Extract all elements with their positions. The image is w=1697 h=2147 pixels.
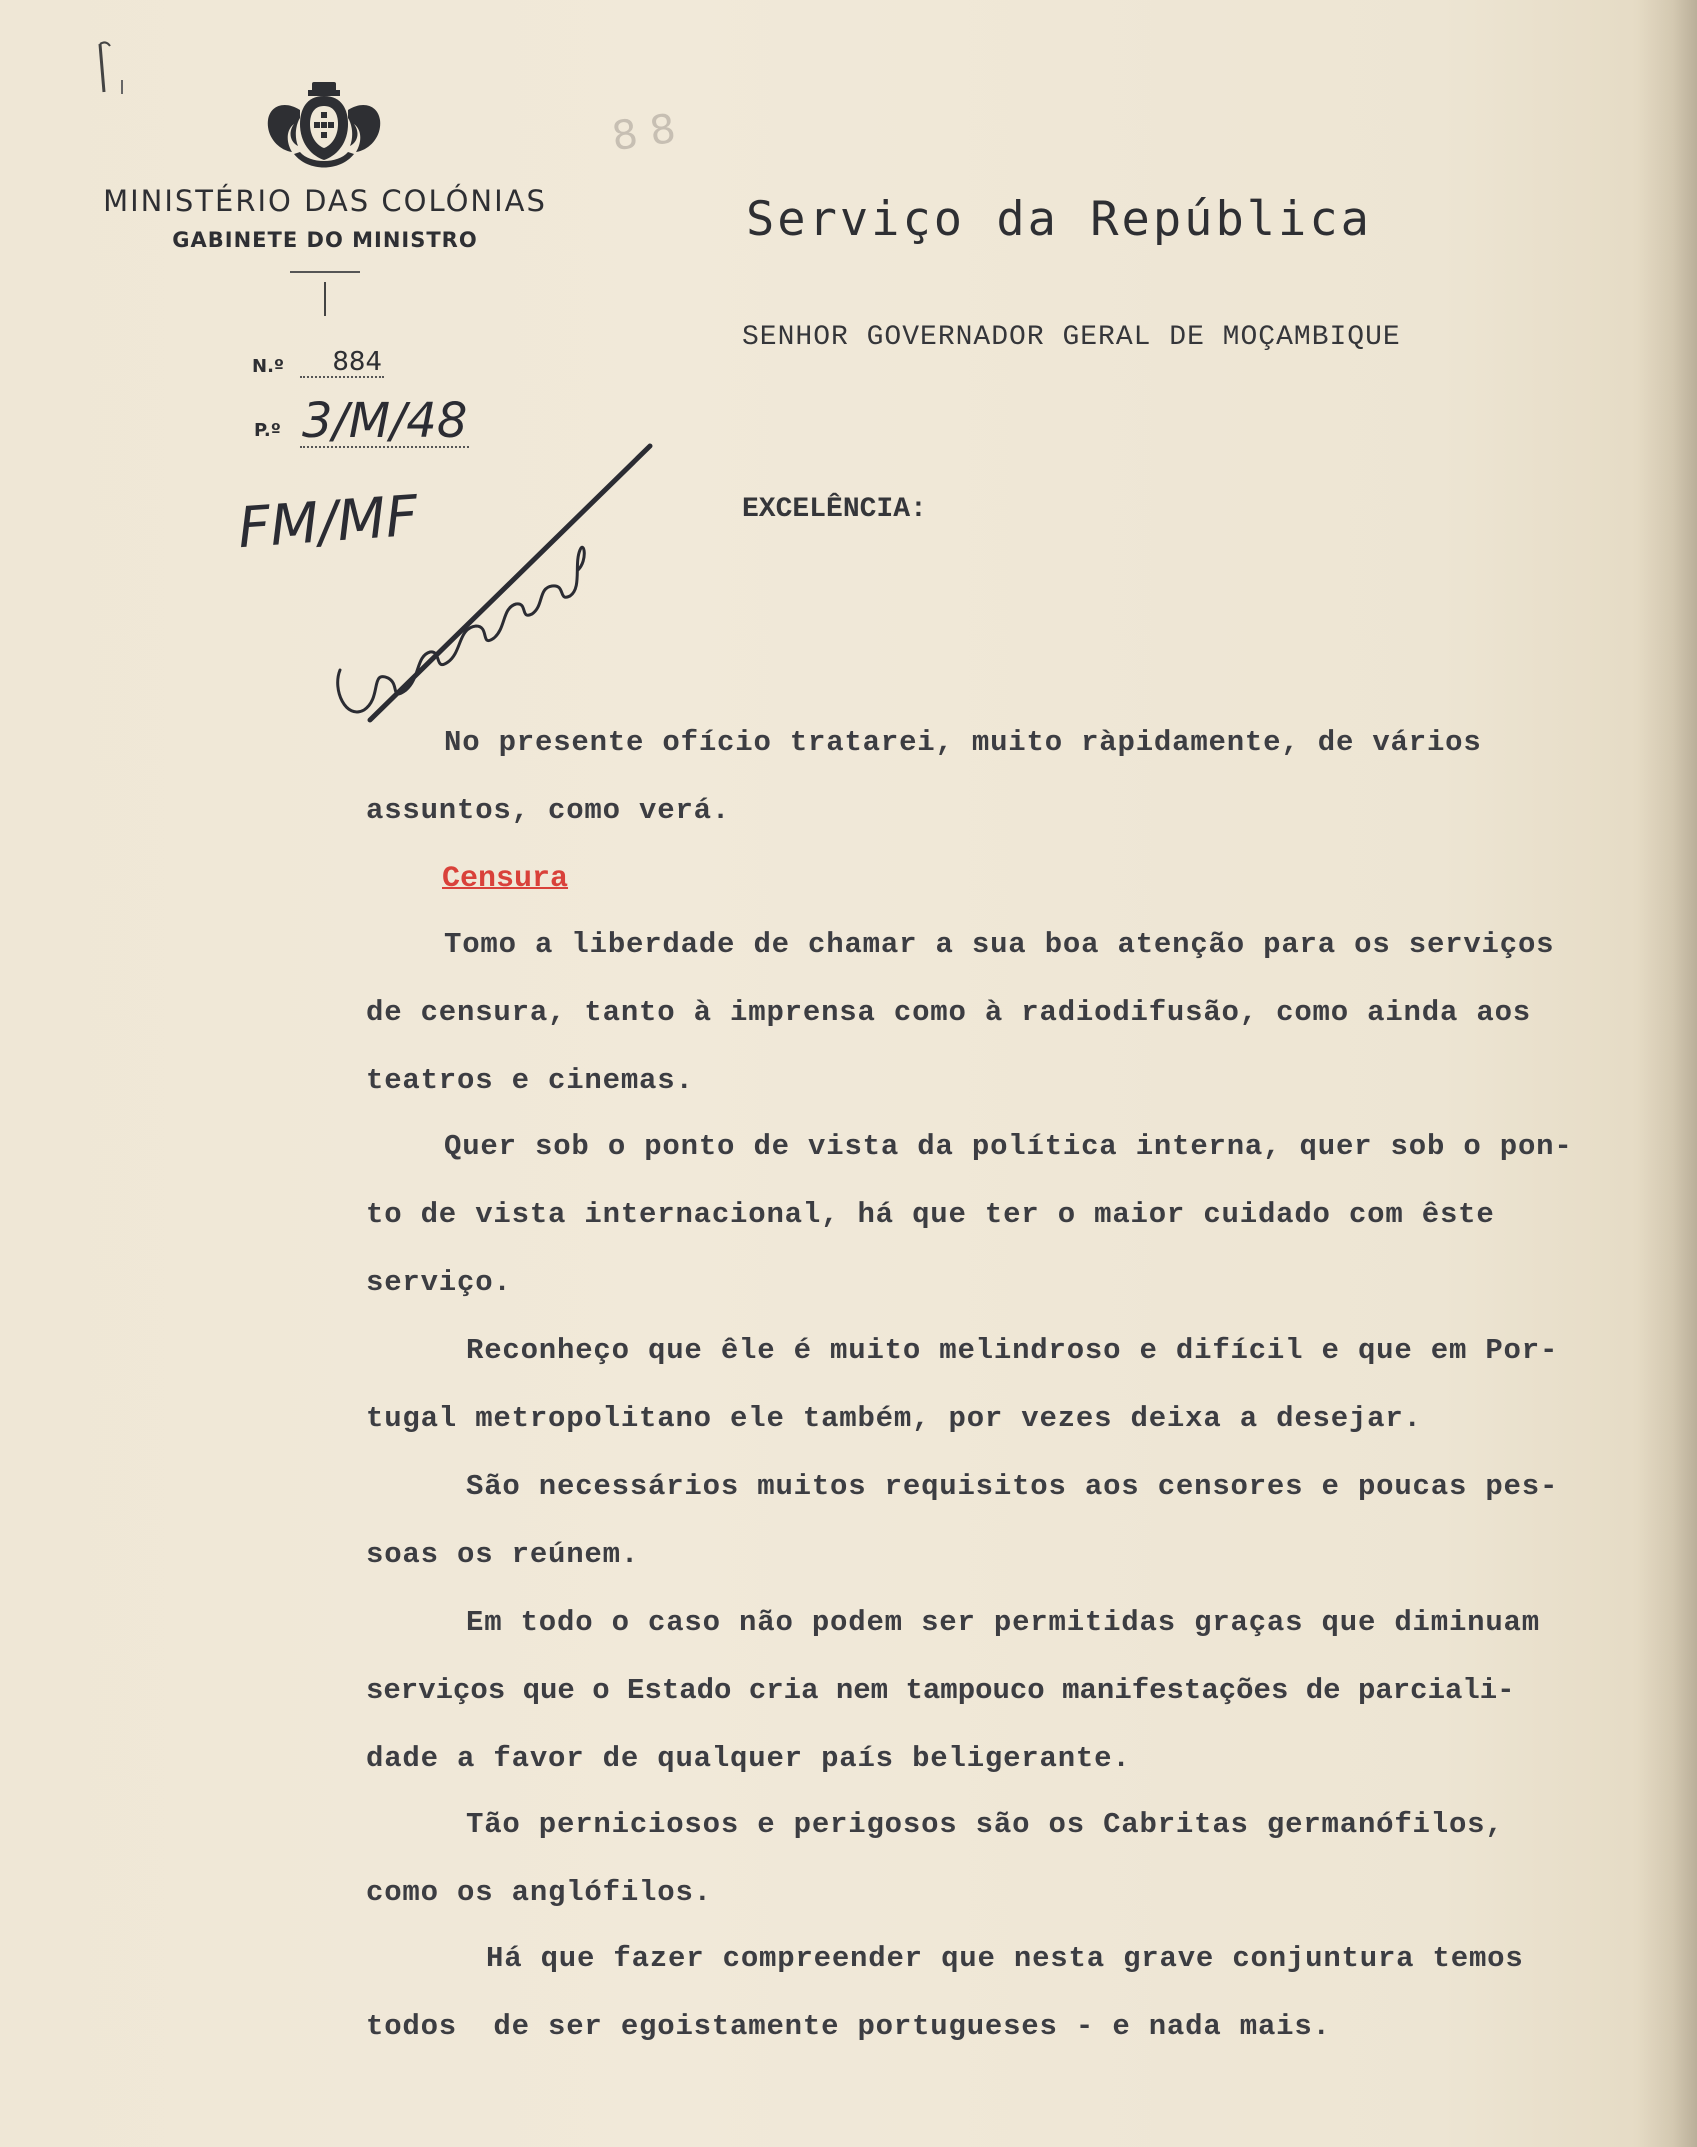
section-heading-censura: Censura [442,862,569,896]
body-line: soas os reúnem. [366,1538,640,1571]
service-title: Serviço da República [746,192,1372,247]
process-label: P.º [254,420,281,441]
ministry-name: MINISTÉRIO DAS COLÓNIAS [103,184,547,218]
salutation: EXCELÊNCIA: [742,494,927,525]
body-line: serviço. [366,1266,512,1299]
body-line: Tomo a liberdade de chamar a sua boa atenção para os serviços [444,928,1555,961]
body-line: Quer sob o ponto de vista da política interna, quer sob o pon- [444,1130,1573,1163]
paper-edge-shadow [1637,0,1697,2147]
body-line: como os anglófilos. [366,1876,712,1909]
coat-of-arms-icon [264,80,384,180]
body-line: Tão perniciosos e perigosos são os Cabritas germanófilos, [466,1808,1504,1841]
number-value: 884 [300,348,384,378]
body-line: de censura, tanto à imprensa como à radiodifusão, como ainda aos [366,996,1531,1029]
body-line: to de vista internacional, há que ter o maior cuidado com êste [366,1198,1495,1231]
body-line: São necessários muitos requisitos aos censores e poucas pes- [466,1470,1559,1503]
handwritten-signature-icon [330,420,670,740]
body-line: Reconheço que êle é muito melindroso e difícil e que em Por- [466,1334,1559,1367]
process-value: 3/M/48 [302,393,468,449]
letterhead-divider [290,271,360,273]
body-line: tugal metropolitano ele também, por vezes deixa a desejar. [366,1402,1422,1435]
number-label: N.º [252,356,285,377]
body-line: serviços que o Estado cria nem tampouco manifestações de parciali- [366,1674,1515,1707]
body-line: teatros e cinemas. [366,1064,694,1097]
handwritten-initials: FM/MF [235,483,420,562]
addressee: SENHOR GOVERNADOR GERAL DE MOÇAMBIQUE [742,322,1401,353]
body-line: No presente ofício tratarei, muito ràpidamente, de vários [444,726,1482,759]
body-line: assuntos, como verá. [366,794,731,827]
body-line: todos de ser egoistamente portugueses - e nada mais. [366,2010,1331,2043]
cabinet-name: GABINETE DO MINISTRO [172,228,478,252]
body-line: Há que fazer compreender que nesta grave conjuntura temos [486,1942,1524,1975]
margin-mark-icon [92,34,132,104]
pencil-mark: 8 8 [609,105,679,161]
body-line: dade a favor de qualquer país beligerante. [366,1742,1131,1775]
letterhead-divider-vertical [324,282,326,316]
body-line: Em todo o caso não podem ser permitidas graças que diminuam [466,1606,1540,1639]
